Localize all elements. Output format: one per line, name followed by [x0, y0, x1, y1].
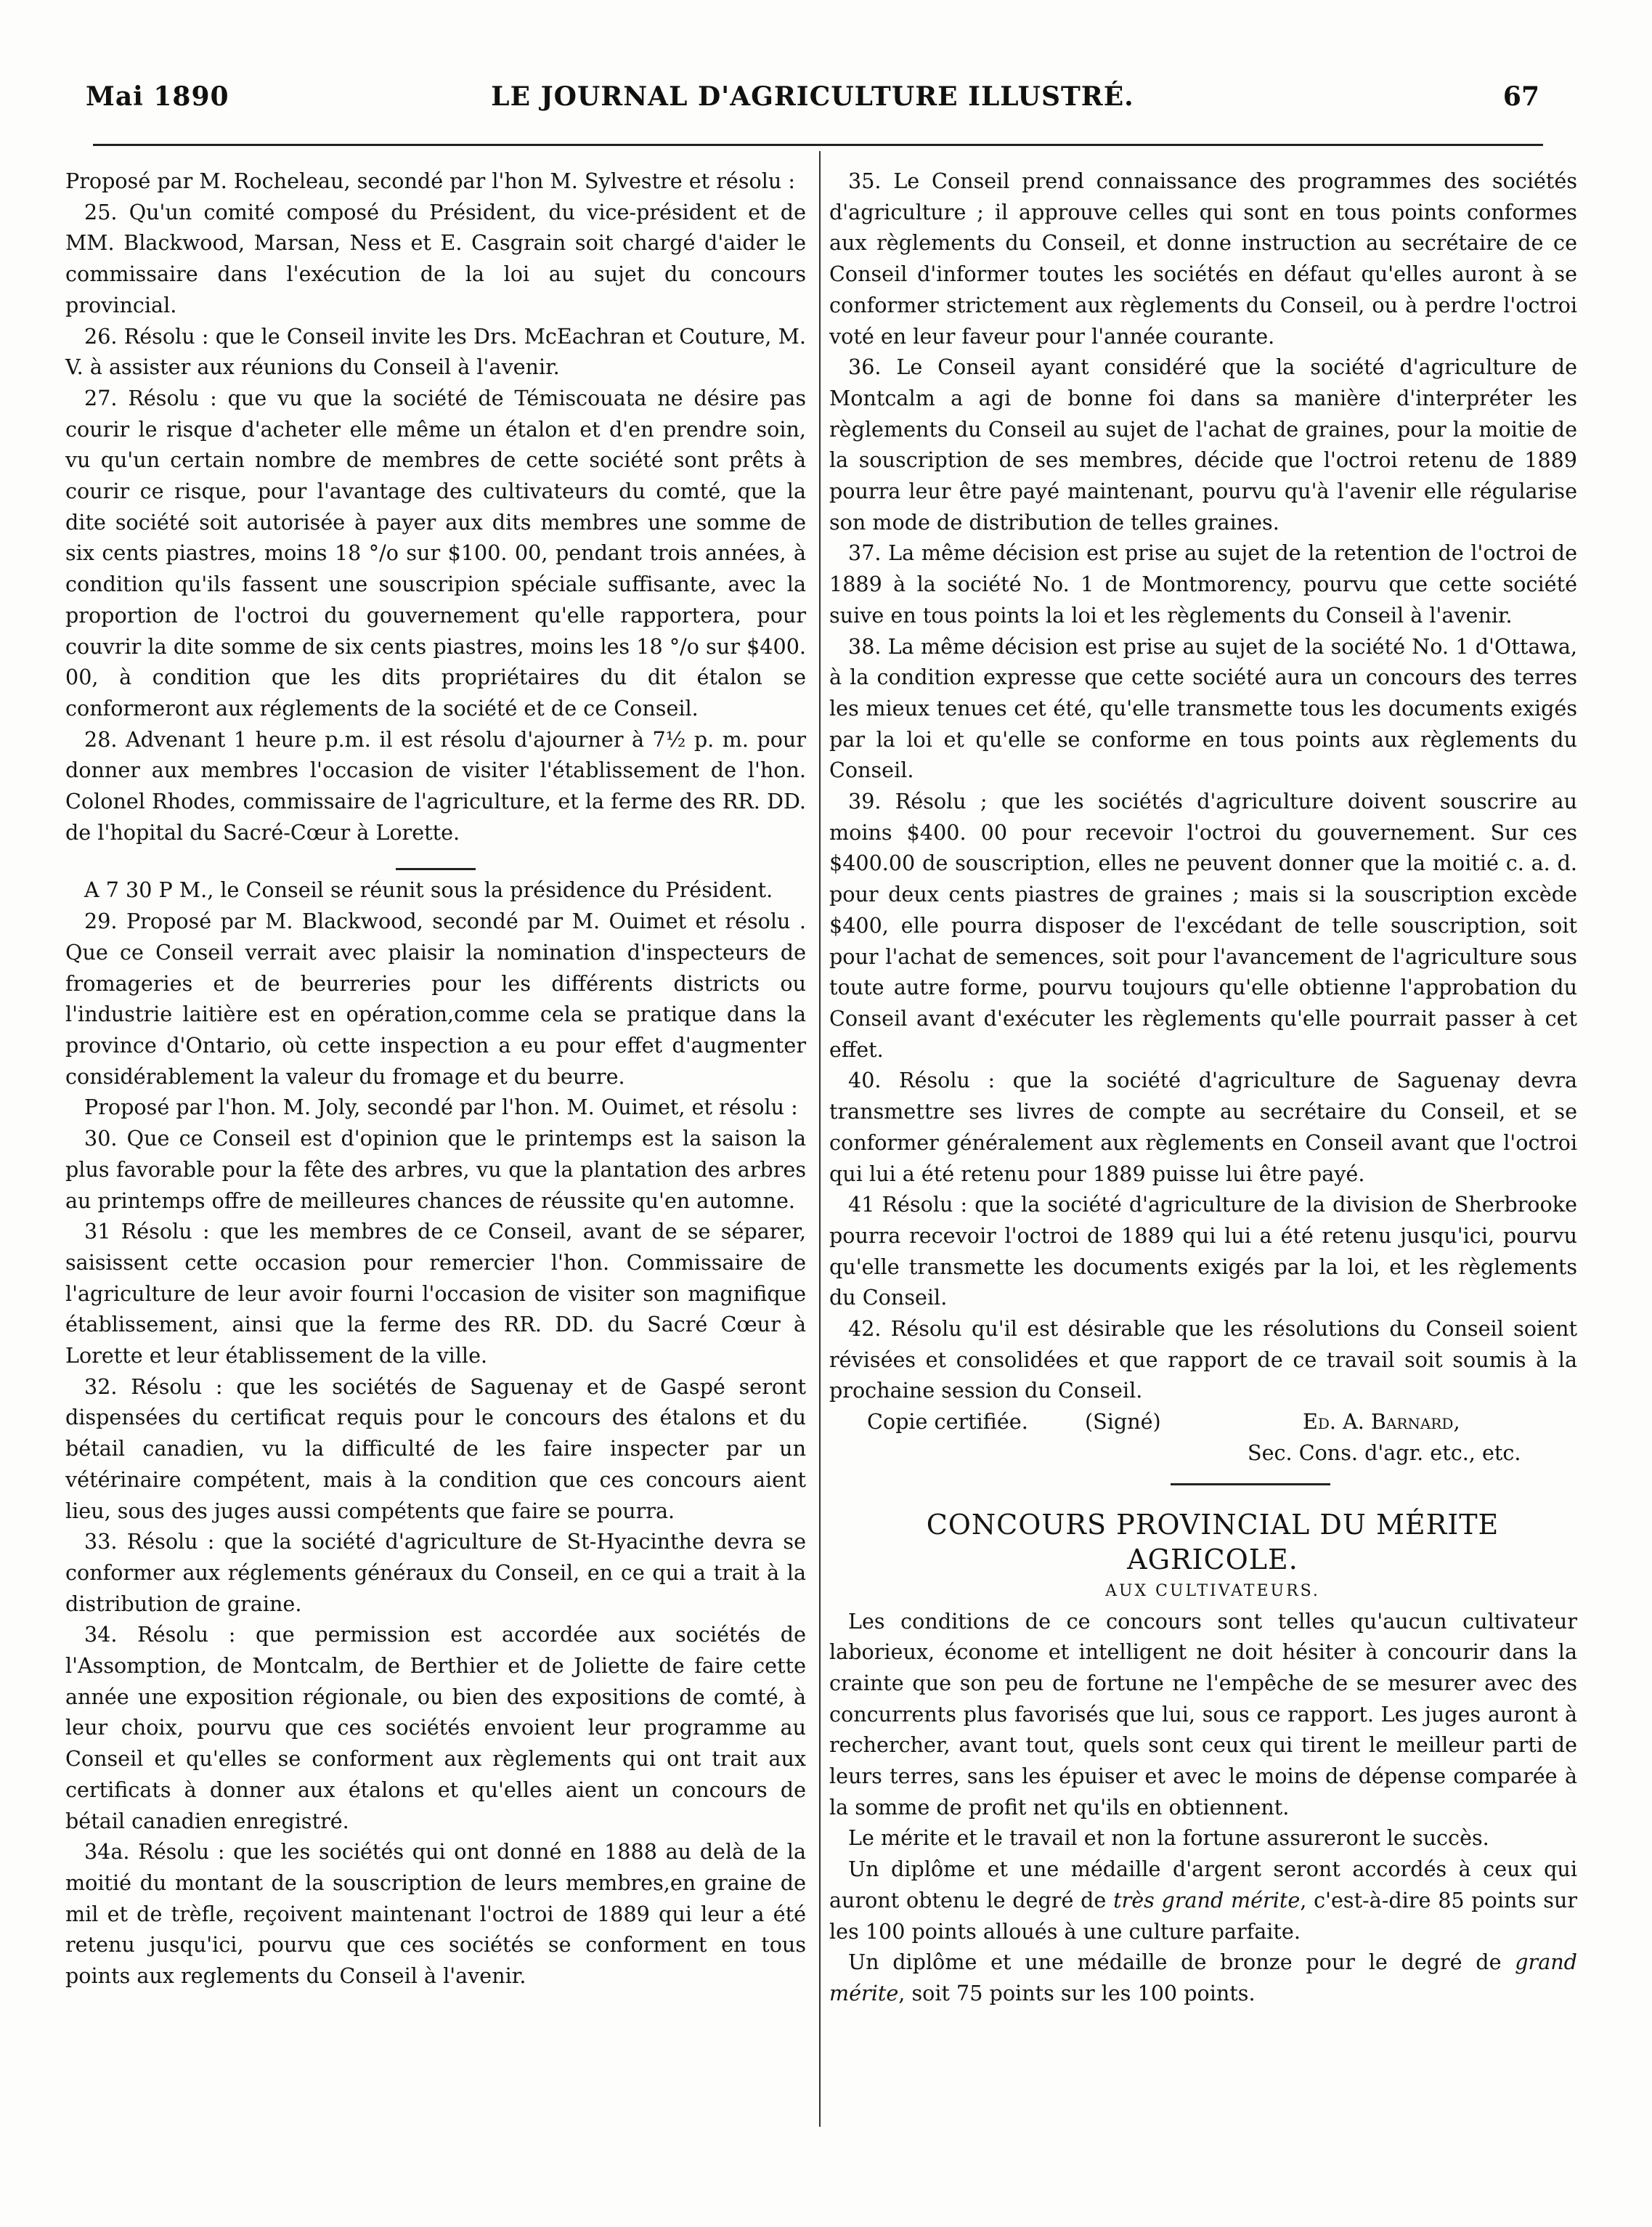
paragraph: 26. Résolu : que le Conseil invite les Drs. McEachran et Couture, M. V. à assister aux réunions du Conseil à l'avenir. [65, 323, 806, 380]
paragraph: 37. La même décision est prise au sujet de la retention de l'octroi de 1889 à la société No. 1 de Montmorency, pourvu que cette société suive en tous points la loi et les règlements du Conseil à l'avenir. [829, 540, 1577, 628]
header-journal-title: LE JOURNAL D'AGRICULTURE ILLUSTRÉ. [491, 81, 1134, 112]
signed-label: (Signé) [1085, 1409, 1161, 1435]
paragraph: 30. Que ce Conseil est d'opinion que le printemps est la saison la plus favorable pour la fête des arbres, vu que la plantation des arbres au printemps offre de meilleures chances de réussite qu'en automne. [65, 1126, 806, 1213]
section-divider [1171, 1483, 1330, 1485]
paragraph: Le mérite et le travail et non la fortune assureront le succès. [848, 1825, 1489, 1851]
paragraph: 32. Résolu : que les sociétés de Saguenay et de Gaspé seront dispensées du certificat requis pour le concours des étalons et du bétail canadien, vu la difficulté de les faire inspecter par un vétérinaire compétent, mais à la condition que ces concours aient lieu, sous des juges aussi compétents que faire se pourra. [65, 1374, 806, 1523]
signatory-title: Sec. Cons. d'agr. etc., etc. [1248, 1440, 1521, 1465]
paragraph: 36. Le Conseil ayant considéré que la société d'agriculture de Montcalm a agi de bonne foi dans sa manière d'interpréter les règlements du Conseil au sujet de l'achat de graines, pour la moitie de la souscription de ses membres, décide que l'octroi retenu de 1889 pourra leur être payé maintenant, pourvu qu'à l'avenir elle régularise son mode de distribution de telles graines. [829, 354, 1577, 535]
concours-subtitle: AUX CULTIVATEURS. [1105, 1581, 1320, 1600]
paragraph: 38. La même décision est prise au sujet de la société No. 1 d'Ottawa, à la condition expresse que cette société aura un concours des terres les mieux tenues cet été, qu'elle transmette tous les documents exigés par la loi et qu'elle se conforme en tous points aux règlements du Conseil. [829, 633, 1577, 783]
concours-title-line1: CONCOURS PROVINCIAL DU MÉRITE [926, 1508, 1500, 1541]
header-page-number: 67 [1502, 81, 1539, 112]
right-column [829, 166, 1577, 2009]
signatory-name: Ed. A. Barnard, [1303, 1409, 1460, 1435]
paragraph: 34a. Résolu : que les sociétés qui ont donné en 1888 au delà de la moitié du montant de la souscription de leurs membres,en graine de mil et de trèfle, reçoivent maintenant l'octroi de 1889 qui leur a été retenu jusqu'ici, pourvu que ces sociétés se conforment en tous points aux reglements du Conseil à l'avenir. [65, 1839, 806, 1989]
paragraph: 42. Résolu qu'il est désirable que les résolutions du Conseil soient révisées et consolidées et que rapport de ce travail soit soumis à la prochaine session du Conseil. [829, 1316, 1577, 1403]
paragraph: 28. Advenant 1 heure p.m. il est résolu d'ajourner à 7½ p. m. pour donner aux membres l'occasion de visiter l'établissement de l'hon. Colonel Rhodes, commissaire de l'agriculture, et la ferme des RR. DD. de l'hopital du Sacré-Cœur à Lorette. [65, 726, 806, 845]
paragraph [829, 1947, 1577, 2008]
column-divider [819, 151, 821, 2127]
paragraph: Les conditions de ce concours sont telles qu'aucun cultivateur laborieux, économe et intelligent ne doit hésiter à concourir dans la crainte que son peu de fortune ne l'empêche de se mesurer avec des concurrents plus favorisés que lui, sous ce rapport. Les juges auront à rechercher, avant tout, quels sont ceux qui tirent le meilleur parti de leurs terres, sans les épuiser et avec le moins de dépense comparée à la somme de profit net qu'ils en obtiennent. [829, 1608, 1577, 1820]
emphasis-text: très grand mérite [1113, 1887, 1301, 1912]
paragraph: 34. Résolu : que permission est accordée aux sociétés de l'Assomption, de Montcalm, de Berthier et de Joliette de faire cette année une exposition régionale, ou bien des expositions de comté, à leur choix, pourvu que ces sociétés envoient leur programme au Conseil et qu'elles se conforment aux règlements qui ont trait aux certificats à donner aux étalons et qu'elles aient un concours de bétail canadien enregistré. [65, 1622, 806, 1833]
text-run: Un diplôme et une médaille de bronze pour le degré de [848, 1950, 1515, 1975]
certified-copy-label: Copie certifiée. [867, 1409, 1028, 1435]
paragraph: 27. Résolu : que vu que la société de Témiscouata ne désire pas courir le risque d'acheter elle même un étalon et d'en prendre soin, vu qu'un certain nombre de membres de cette société sont prêts à courir ce risque, pour l'avantage des cultivateurs du comté, que la dite société soit autorisée à payer aux dits membres une somme de six cents piastres, moins 18 °/o sur $100. 00, pendant trois années, à condition qu'ils fassent une souscripion spéciale suffisante, avec la proportion de l'octroi du gouvernement qu'elle rapportera, pour couvrir la dite somme de six cents piastres, moins les 18 °/o sur $400. 00, à condition que les dits propriétaires du dit étalon se conformeront aux réglements de la société et de ce Conseil. [65, 385, 806, 721]
paragraph: A 7 30 P M., le Conseil se réunit sous la présidence du Président. [84, 877, 773, 903]
section-divider [396, 868, 476, 870]
paragraph: 39. Résolu ; que les sociétés d'agriculture doivent souscrire au moins $400. 00 pour recevoir l'octroi du gouvernement. Sur ces $400.00 de souscription, elles ne peuvent donner que la moitié c. a. d. pour deux cents piastres de graines ; mais si la souscription excède $400, elle pourra disposer de l'excédant de telle souscription, soit pour l'achat de semences, soit pour l'avancement de l'agriculture sous toute autre forme, pourvu toujours qu'elle obtienne l'approbation du Conseil avant d'exécuter les règlements qu'elle pourrait passer à cet effet. [829, 789, 1577, 1062]
header-rule [93, 144, 1543, 146]
left-column [65, 166, 806, 1992]
paragraph: 40. Résolu : que la société d'agriculture de Saguenay devra transmettre ses livres de compte au secrétaire du Conseil, et se conformer généralement aux règlements en Conseil avant que l'octroi qui lui a été retenu pour 1889 puisse lui être payé. [829, 1068, 1577, 1186]
paragraph: Proposé par l'hon. M. Joly, secondé par l'hon. M. Ouimet, et résolu : [84, 1095, 798, 1120]
page-header [86, 81, 1539, 118]
paragraph: 33. Résolu : que la société d'agriculture de St-Hyacinthe devra se conformer aux réglements généraux du Conseil, en ce qui a trait à la distribution de graine. [65, 1529, 806, 1616]
paragraph: 31 Résolu : que les membres de ce Conseil, avant de se séparer, saisissent cette occasion pour remercier l'hon. Commissaire de l'agriculture de leur avoir fourni l'occasion de visiter son magnifique établissement, ainsi que la ferme des RR. DD. du Sacré Cœur à Lorette et leur établissement de la ville. [65, 1219, 806, 1368]
paragraph: Proposé par M. Rocheleau, secondé par l'hon M. Sylvestre et résolu : [65, 169, 796, 193]
paragraph: 25. Qu'un comité composé du Président, du vice-président et de MM. Blackwood, Marsan, Ness et E. Casgrain soit chargé d'aider le commissaire dans l'exécution de la loi au sujet du concours provincial. [65, 199, 806, 317]
concours-title-line2: AGRICOLE. [1127, 1543, 1298, 1575]
text-run: , c'est-à-dire 85 points sur les 100 points alloués à une culture parfaite. [829, 1887, 1578, 1944]
paragraph [829, 1854, 1577, 1947]
text-run: Un diplôme et une médaille d'argent seront accordés à ceux qui auront obtenu le degré de [829, 1857, 1577, 1912]
paragraph: 35. Le Conseil prend connaissance des programmes des sociétés d'agriculture ; il approuve celles qui sont en tous points conformes aux règlements du Conseil, et donne instruction au secrétaire de ce Conseil d'informer toutes les sociétés en défaut qu'elles auront à se conformer strictement aux règlements du Conseil, ou à perdre l'octroi voté en leur faveur pour l'année courante. [829, 169, 1577, 349]
header-date: Mai 1890 [86, 81, 229, 112]
paragraph: 29. Proposé par M. Blackwood, secondé par M. Ouimet et résolu . Que ce Conseil verrait avec plaisir la nomination d'inspecteurs de fromageries et de beurreries pour les différents districts ou l'industrie laitière est en opération,comme cela se pratique dans la province d'Ontario, où cette inspection a eu pour effet d'augmenter considérablement la valeur du fromage et du beurre. [65, 909, 806, 1089]
paragraph: 41 Résolu : que la société d'agriculture de la division de Sherbrooke pourra recevoir l'octroi de 1889 qui lui a été retenu jusqu'ici, pourvu qu'elle transmette les documents exigés par la loi, et les règlements du Conseil. [829, 1192, 1577, 1310]
signature-line [829, 1406, 1577, 1437]
text-run: , soit 75 points sur les 100 points. [898, 1980, 1256, 2005]
emphasis-text: grand mérite [829, 1950, 1577, 2005]
